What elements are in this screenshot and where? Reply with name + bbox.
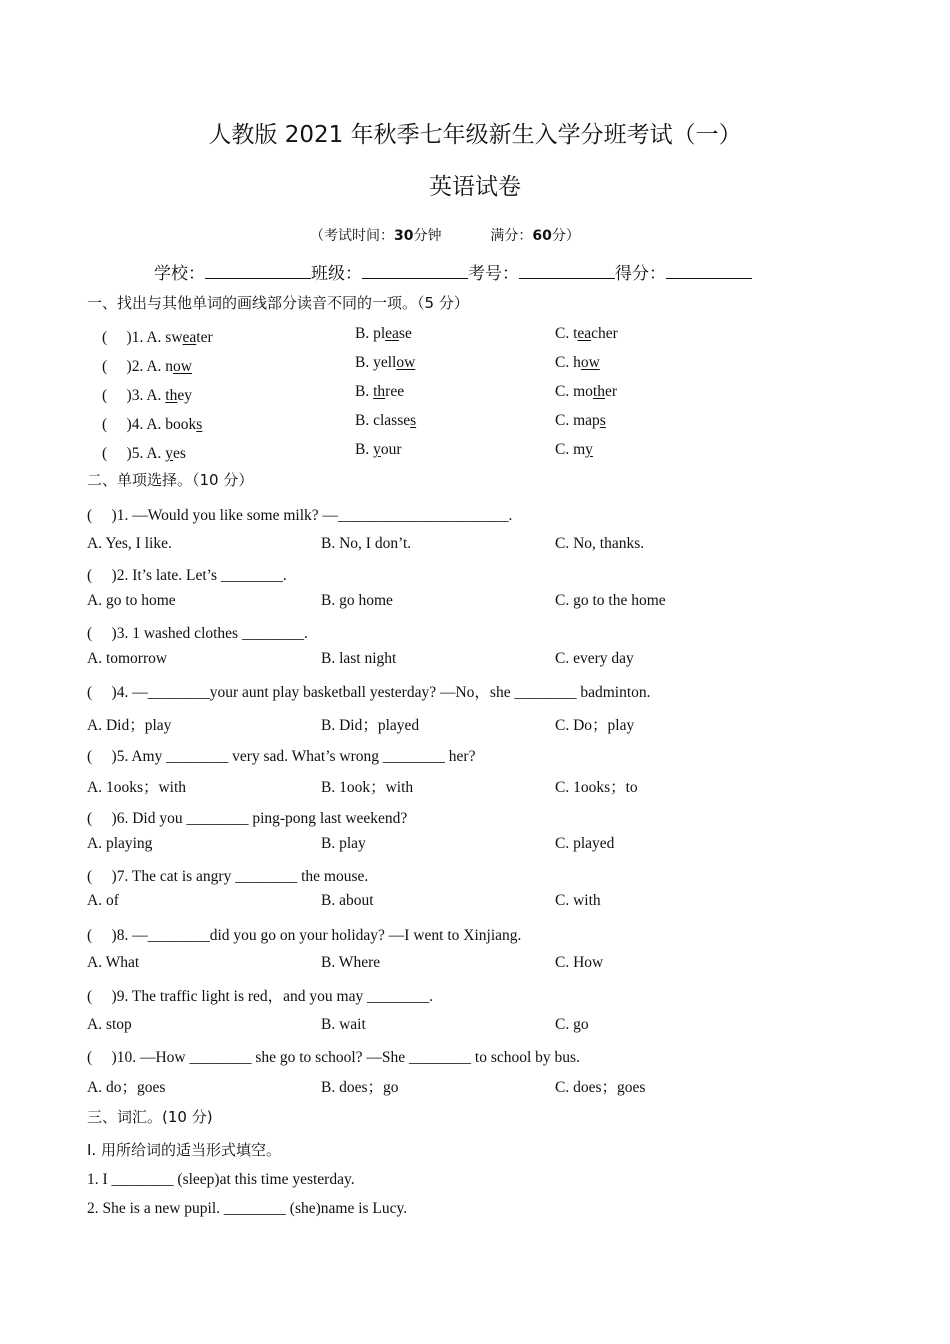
phonics-row: [102, 354, 192, 376]
word-part: ey: [177, 387, 192, 404]
option-b: B. does；go: [321, 1079, 399, 1096]
option-a: A. do；goes: [87, 1079, 166, 1096]
word-part: n: [165, 358, 174, 375]
option-letter: B.: [355, 354, 374, 371]
word-part: our: [380, 441, 402, 458]
option-b: B. go home: [321, 592, 393, 609]
option-b: B. Did；played: [321, 717, 420, 734]
option-a: A. go to home: [87, 592, 176, 609]
option-b: B. 1ook；with: [321, 779, 414, 796]
question-stem: ( )1. —Would you like some milk? —______________________.: [87, 507, 513, 524]
option-letter: B.: [355, 383, 374, 400]
class-label: 班级：: [311, 264, 362, 284]
exam-info: [310, 225, 580, 245]
option-letter: C.: [555, 412, 574, 429]
question-number: ( )1. A.: [102, 329, 166, 346]
word-part: yell: [373, 354, 397, 371]
option-c: [555, 383, 617, 401]
section3-title: 三、词汇。(10 分): [87, 1108, 213, 1126]
school-label: 学校：: [154, 264, 205, 284]
section1-title: 一、找出与其他单词的画线部分读音不同的一项。（5 分）: [87, 294, 469, 312]
option-letter: C.: [555, 325, 574, 342]
phonics-row: [102, 383, 192, 405]
school-blank[interactable]: [205, 262, 311, 279]
option-c: C. with: [555, 892, 601, 909]
question-stem: ( )7. The cat is angry ________ the mouse.: [87, 868, 369, 885]
option-c: [555, 412, 606, 430]
question-stem: ( )4. —________your aunt play basketball yesterday? —No，she ________ badminton.: [87, 684, 651, 701]
underlined-part: y: [585, 441, 593, 458]
option-b: B. play: [321, 835, 366, 852]
option-c: C. played: [555, 835, 615, 852]
option-c: C. 1ooks；to: [555, 779, 638, 796]
option-a: [165, 358, 192, 375]
option-b: B. wait: [321, 1016, 366, 1033]
option-a: A. playing: [87, 835, 153, 852]
option-letter: B.: [355, 325, 374, 342]
word-part: h: [573, 354, 581, 371]
word-part: pl: [373, 325, 386, 342]
option-c: [555, 441, 593, 459]
question-stem: ( )5. Amy ________ very sad. What’s wrong ________ her?: [87, 748, 476, 765]
option-a: A. Did；play: [87, 717, 172, 734]
option-b: [355, 354, 415, 372]
underlined-part: s: [599, 412, 606, 429]
question-number: ( )4. A.: [102, 416, 166, 433]
word-part: es: [173, 445, 186, 462]
option-c: C. Do；play: [555, 717, 635, 734]
question-number: ( )2. A.: [102, 358, 166, 375]
underlined-part: ea: [385, 325, 399, 342]
word-part: se: [398, 325, 412, 342]
word-part: m: [573, 441, 586, 458]
word-part: classe: [373, 412, 411, 429]
underlined-part: ow: [173, 358, 192, 375]
question-number: ( )3. A.: [102, 387, 166, 404]
word-part: ree: [385, 383, 405, 400]
class-blank[interactable]: [362, 262, 468, 279]
section2-title: 二、单项选择。（10 分）: [87, 471, 254, 489]
option-a: [165, 329, 212, 346]
option-a: A. tomorrow: [87, 650, 168, 667]
option-b: [355, 383, 404, 401]
option-a: A. of: [87, 892, 119, 909]
option-b: B. about: [321, 892, 374, 909]
question-stem: ( )2. It’s late. Let’s ________.: [87, 567, 287, 584]
underlined-part: y: [373, 441, 381, 458]
option-letter: C.: [555, 383, 574, 400]
underlined-part: th: [592, 383, 605, 400]
underlined-part: ow: [396, 354, 416, 371]
option-b: B. last night: [321, 650, 397, 667]
vocab-item: 1. I ________ (sleep)at this time yesterday.: [87, 1171, 355, 1188]
option-a: A. 1ooks；with: [87, 779, 187, 796]
underlined-part: th: [165, 387, 178, 404]
score-label: 满分：: [490, 228, 533, 244]
option-a: A. stop: [87, 1016, 132, 1033]
underlined-part: y: [165, 445, 174, 462]
word-part: er: [604, 383, 618, 400]
option-a: A. Yes, I like.: [87, 535, 172, 552]
vocab-item: 2. She is a new pupil. ________ (she)name is Lucy.: [87, 1200, 408, 1217]
page-subtitle: 英语试卷: [429, 174, 521, 200]
student-fields: [154, 259, 752, 284]
option-c: C. No, thanks.: [555, 535, 645, 552]
underlined-part: ow: [580, 354, 600, 371]
word-part: sw: [165, 329, 183, 346]
question-stem: ( )8. —________did you go on your holiday? —I went to Xinjiang.: [87, 927, 522, 944]
option-b: B. Where: [321, 954, 381, 971]
underlined-part: th: [373, 383, 386, 400]
underlined-part: ea: [182, 329, 197, 346]
phonics-row: [102, 441, 186, 463]
score-field-label: 得分：: [615, 264, 666, 284]
option-c: C. every day: [555, 650, 634, 667]
option-c: C. does；goes: [555, 1079, 646, 1096]
option-letter: B.: [355, 412, 374, 429]
time-label: （考试时间：: [310, 228, 394, 244]
exam-no-blank[interactable]: [519, 262, 615, 279]
time-unit: 分钟: [413, 228, 442, 244]
word-part: t: [573, 325, 578, 342]
option-c: [555, 325, 618, 343]
page-title: 人教版 2021 年秋季七年级新生入学分班考试（一）: [208, 122, 742, 148]
underlined-part: s: [410, 412, 417, 429]
question-stem: ( )9. The traffic light is red，and you may ________.: [87, 988, 433, 1005]
word-part: book: [165, 416, 197, 433]
score-blank[interactable]: [666, 262, 752, 279]
word-part: mo: [573, 383, 593, 400]
question-number: ( )5. A.: [102, 445, 166, 462]
word-part: map: [573, 412, 600, 429]
phonics-row: [102, 412, 202, 434]
option-c: C. How: [555, 954, 604, 971]
option-c: C. go to the home: [555, 592, 666, 609]
option-c: [555, 354, 600, 372]
question-stem: ( )10. —How ________ she go to school? —She ________ to school by bus.: [87, 1049, 580, 1066]
exam-no-label: 考号：: [468, 264, 519, 284]
underlined-part: s: [196, 416, 203, 433]
word-part: cher: [591, 325, 618, 342]
option-a: A. What: [87, 954, 140, 971]
underlined-part: ea: [577, 325, 592, 342]
option-c: C. go: [555, 1016, 589, 1033]
option-b: [355, 412, 416, 430]
option-letter: C.: [555, 441, 574, 458]
option-a: [165, 387, 192, 404]
phonics-row: [102, 325, 213, 347]
question-stem: ( )3. 1 washed clothes ________.: [87, 625, 308, 642]
word-part: ter: [196, 329, 213, 346]
option-letter: C.: [555, 354, 574, 371]
score-unit: 分）: [551, 228, 580, 244]
section3-part1: I. 用所给词的适当形式填空。: [87, 1141, 281, 1159]
option-b: B. No, I don’t.: [321, 535, 412, 552]
question-stem: ( )6. Did you ________ ping-pong last weekend?: [87, 810, 408, 827]
option-letter: B.: [355, 441, 374, 458]
option-a: [165, 416, 202, 433]
score-value: 60: [532, 228, 552, 244]
option-a: [165, 445, 186, 462]
option-b: [355, 325, 412, 343]
option-b: [355, 441, 402, 459]
time-value: 30: [394, 228, 414, 244]
